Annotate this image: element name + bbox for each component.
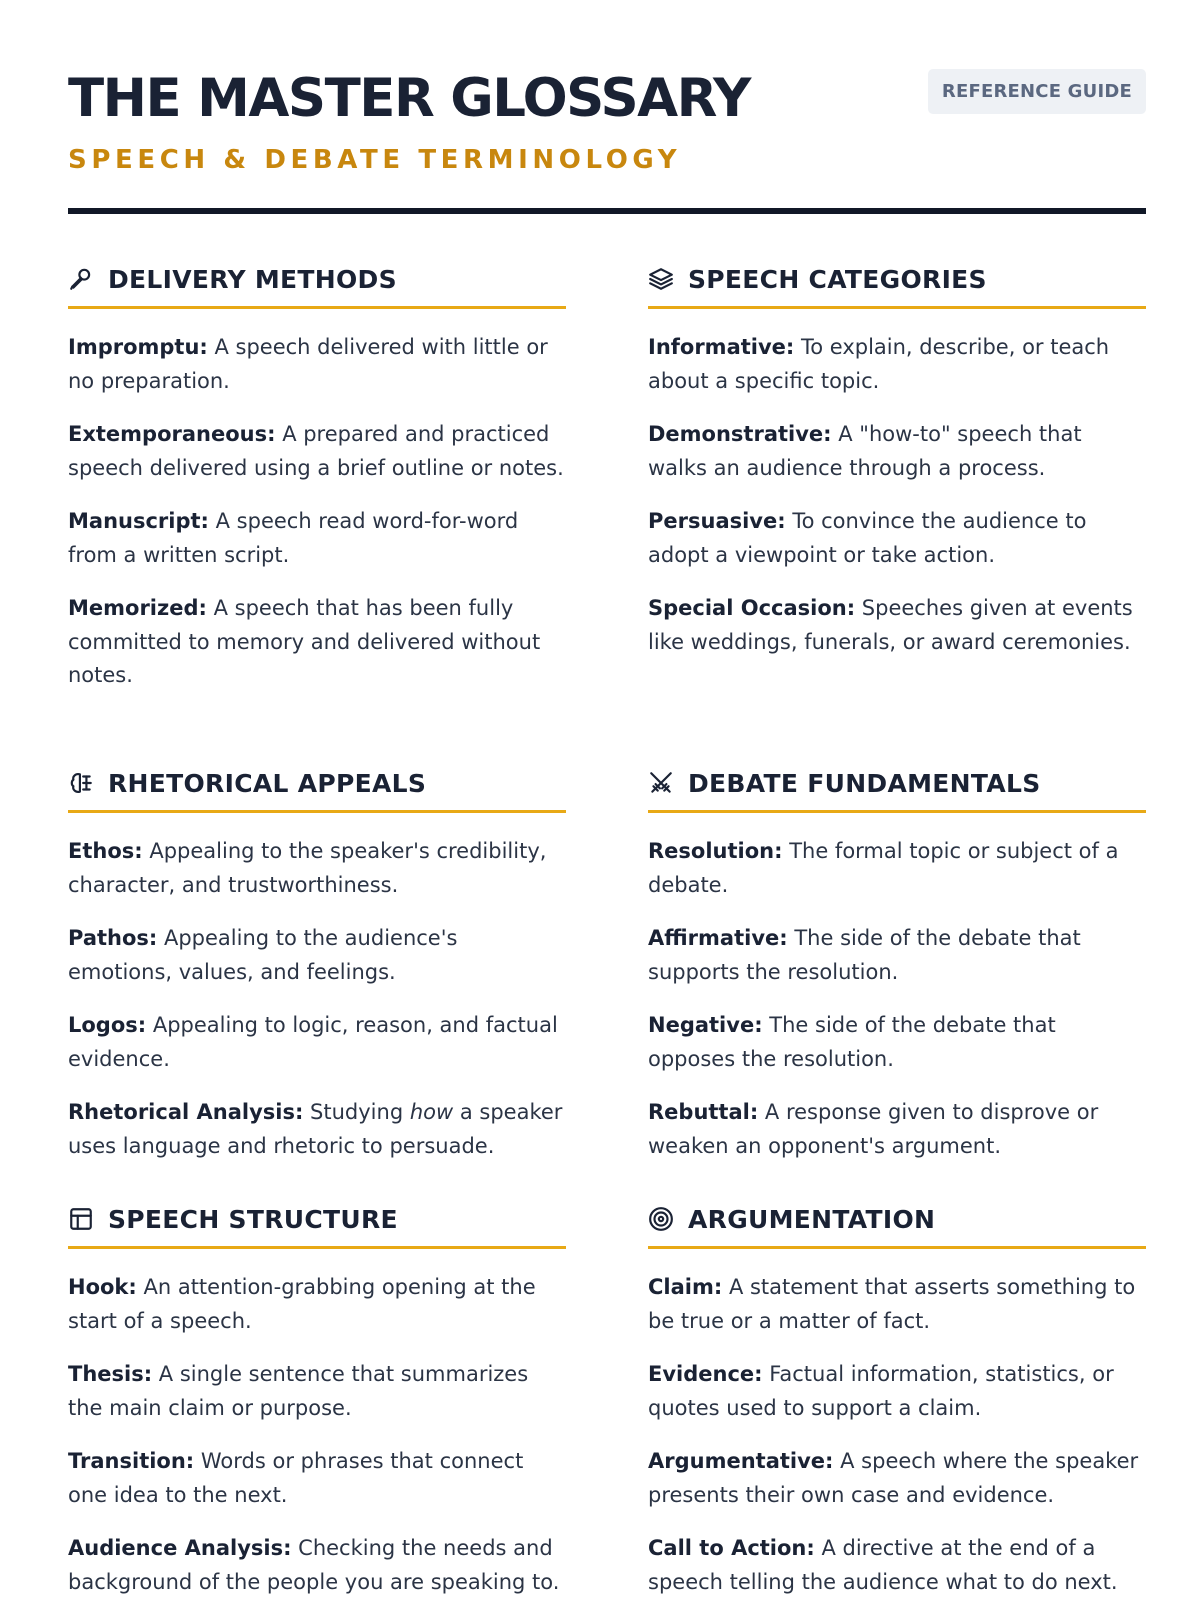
glossary-entry: [68, 1445, 566, 1512]
entry-term: Affirmative:: [648, 926, 788, 950]
entry-term: Negative:: [648, 1013, 763, 1037]
glossary-entry: [648, 592, 1146, 659]
entry-term: Logos:: [68, 1013, 147, 1037]
entry-definition: To convince the audience to adopt a viewpoint or take action.: [648, 509, 1087, 567]
entry-term: Rhetorical Analysis:: [68, 1100, 304, 1124]
entry-term: Manuscript:: [68, 509, 209, 533]
entry-term: Call to Action:: [648, 1536, 815, 1560]
glossary-entry: [648, 835, 1146, 902]
entry-term: Audience Analysis:: [68, 1536, 292, 1560]
glossary-page: [68, 0, 1146, 1594]
section-speech-categories: [648, 258, 1146, 679]
entry-definition: Studying: [303, 1100, 410, 1124]
entry-definition: A speech delivered with little or no preparation.: [68, 335, 548, 393]
entry-definition: The side of the debate that opposes the resolution.: [648, 1013, 1056, 1071]
entry-term: Thesis:: [68, 1362, 153, 1386]
entry-definition: A speech read word-for-word from a written script.: [68, 509, 519, 567]
glossary-entry: [648, 1532, 1146, 1599]
section-title: ARGUMENTATION: [688, 1204, 936, 1234]
entry-definition: The side of the debate that supports the resolution.: [648, 926, 1081, 984]
entry-definition: The formal topic or subject of a debate.: [648, 839, 1119, 897]
section-speech-structure: [68, 1198, 566, 1619]
glossary-entry: [68, 592, 566, 693]
glossary-entry: [648, 1358, 1146, 1425]
entry-term: Informative:: [648, 335, 795, 359]
section-header: [648, 1198, 1146, 1249]
glossary-entry: [648, 505, 1146, 572]
entry-definition: Checking the needs and background of the people you are speaking to.: [68, 1536, 560, 1594]
entry-term: Hook:: [68, 1275, 137, 1299]
glossary-entry: [68, 1009, 566, 1076]
entry-definition: A prepared and practiced speech delivered using a brief outline or notes.: [68, 422, 564, 480]
entry-definition: Factual information, statistics, or quotes used to support a claim.: [648, 1362, 1114, 1420]
page-title: THE MASTER GLOSSARY: [68, 68, 750, 129]
entry-term: Persuasive:: [648, 509, 786, 533]
glossary-entry: [648, 331, 1146, 398]
entry-definition: a speaker uses language and rhetoric to persuade.: [68, 1100, 563, 1158]
glossary-entry: [68, 418, 566, 485]
entry-definition: Speeches given at events like weddings, funerals, or award ceremonies.: [648, 596, 1133, 654]
section-rhetorical-appeals: [68, 762, 566, 1183]
entry-term: Pathos:: [68, 926, 158, 950]
glossary-entry: [68, 1271, 566, 1338]
glossary-entry: [68, 835, 566, 902]
entry-definition: Appealing to logic, reason, and factual evidence.: [68, 1013, 558, 1071]
section-title: SPEECH STRUCTURE: [108, 1204, 398, 1234]
entry-definition: An attention-grabbing opening at the start of a speech.: [68, 1275, 536, 1333]
section-title: SPEECH CATEGORIES: [688, 264, 987, 294]
entry-list: [68, 331, 566, 693]
entry-term: Transition:: [68, 1449, 195, 1473]
entry-term: Rebuttal:: [648, 1100, 759, 1124]
glossary-entry: [68, 1096, 566, 1163]
entry-term: Special Occasion:: [648, 596, 856, 620]
section-title: DEBATE FUNDAMENTALS: [688, 768, 1041, 798]
section-header: [648, 258, 1146, 309]
entry-definition: A directive at the end of a speech telling the audience what to do next.: [648, 1536, 1118, 1594]
target-icon: [648, 1206, 674, 1232]
entry-list: [648, 835, 1146, 1163]
entry-definition: A single sentence that summarizes the main claim or purpose.: [68, 1362, 529, 1420]
glossary-entry: [648, 1009, 1146, 1076]
entry-term: Resolution:: [648, 839, 783, 863]
glossary-entry: [68, 1532, 566, 1599]
glossary-entry: [68, 922, 566, 989]
entry-list: [648, 1271, 1146, 1599]
crossed-swords-icon: [648, 770, 674, 796]
entry-definition: A statement that asserts something to be true or a matter of fact.: [648, 1275, 1136, 1333]
section-title: DELIVERY METHODS: [108, 264, 397, 294]
microphone-icon: [68, 266, 94, 292]
entry-term: Argumentative:: [648, 1449, 834, 1473]
section-title: RHETORICAL APPEALS: [108, 768, 427, 798]
entry-definition: Words or phrases that connect one idea to the next.: [68, 1449, 524, 1507]
section-argumentation: [648, 1198, 1146, 1619]
entry-list: [648, 331, 1146, 659]
glossary-entry: [648, 922, 1146, 989]
entry-definition: A response given to disprove or weaken an opponent's argument.: [648, 1100, 1099, 1158]
section-header: [68, 258, 566, 309]
header: [68, 0, 1146, 214]
entry-term: Evidence:: [648, 1362, 763, 1386]
entry-list: [68, 1271, 566, 1599]
entry-definition: A speech that has been fully committed to memory and delivered without notes.: [68, 596, 541, 687]
glossary-entry: [648, 1271, 1146, 1338]
section-debate-fundamentals: [648, 762, 1146, 1183]
entry-definition: Appealing to the speaker's credibility, character, and trustworthiness.: [68, 839, 547, 897]
glossary-entry: [68, 505, 566, 572]
section-header: [68, 1198, 566, 1249]
entry-term: Ethos:: [68, 839, 143, 863]
entry-term: Demonstrative:: [648, 422, 832, 446]
glossary-entry: [648, 1445, 1146, 1512]
brain-icon: [68, 770, 94, 796]
entry-term: Impromptu:: [68, 335, 208, 359]
section-delivery-methods: [68, 258, 566, 713]
section-header: [68, 762, 566, 813]
entry-definition: A speech where the speaker presents their own case and evidence.: [648, 1449, 1139, 1507]
entry-definition: A "how-to" speech that walks an audience through a process.: [648, 422, 1082, 480]
entry-emphasis: how: [409, 1100, 454, 1124]
glossary-entry: [68, 331, 566, 398]
entry-term: Extemporaneous:: [68, 422, 276, 446]
entry-definition: Appealing to the audience's emotions, values, and feelings.: [68, 926, 458, 984]
entry-term: Memorized:: [68, 596, 207, 620]
layout-icon: [68, 1206, 94, 1232]
glossary-entry: [648, 1096, 1146, 1163]
layers-icon: [648, 266, 674, 292]
page-subtitle: SPEECH & DEBATE TERMINOLOGY: [68, 145, 682, 175]
entry-definition: To explain, describe, or teach about a specific topic.: [648, 335, 1110, 393]
glossary-entry: [68, 1358, 566, 1425]
entry-term: Claim:: [648, 1275, 723, 1299]
glossary-entry: [648, 418, 1146, 485]
entry-list: [68, 835, 566, 1163]
section-header: [648, 762, 1146, 813]
reference-guide-badge: REFERENCE GUIDE: [928, 69, 1146, 114]
